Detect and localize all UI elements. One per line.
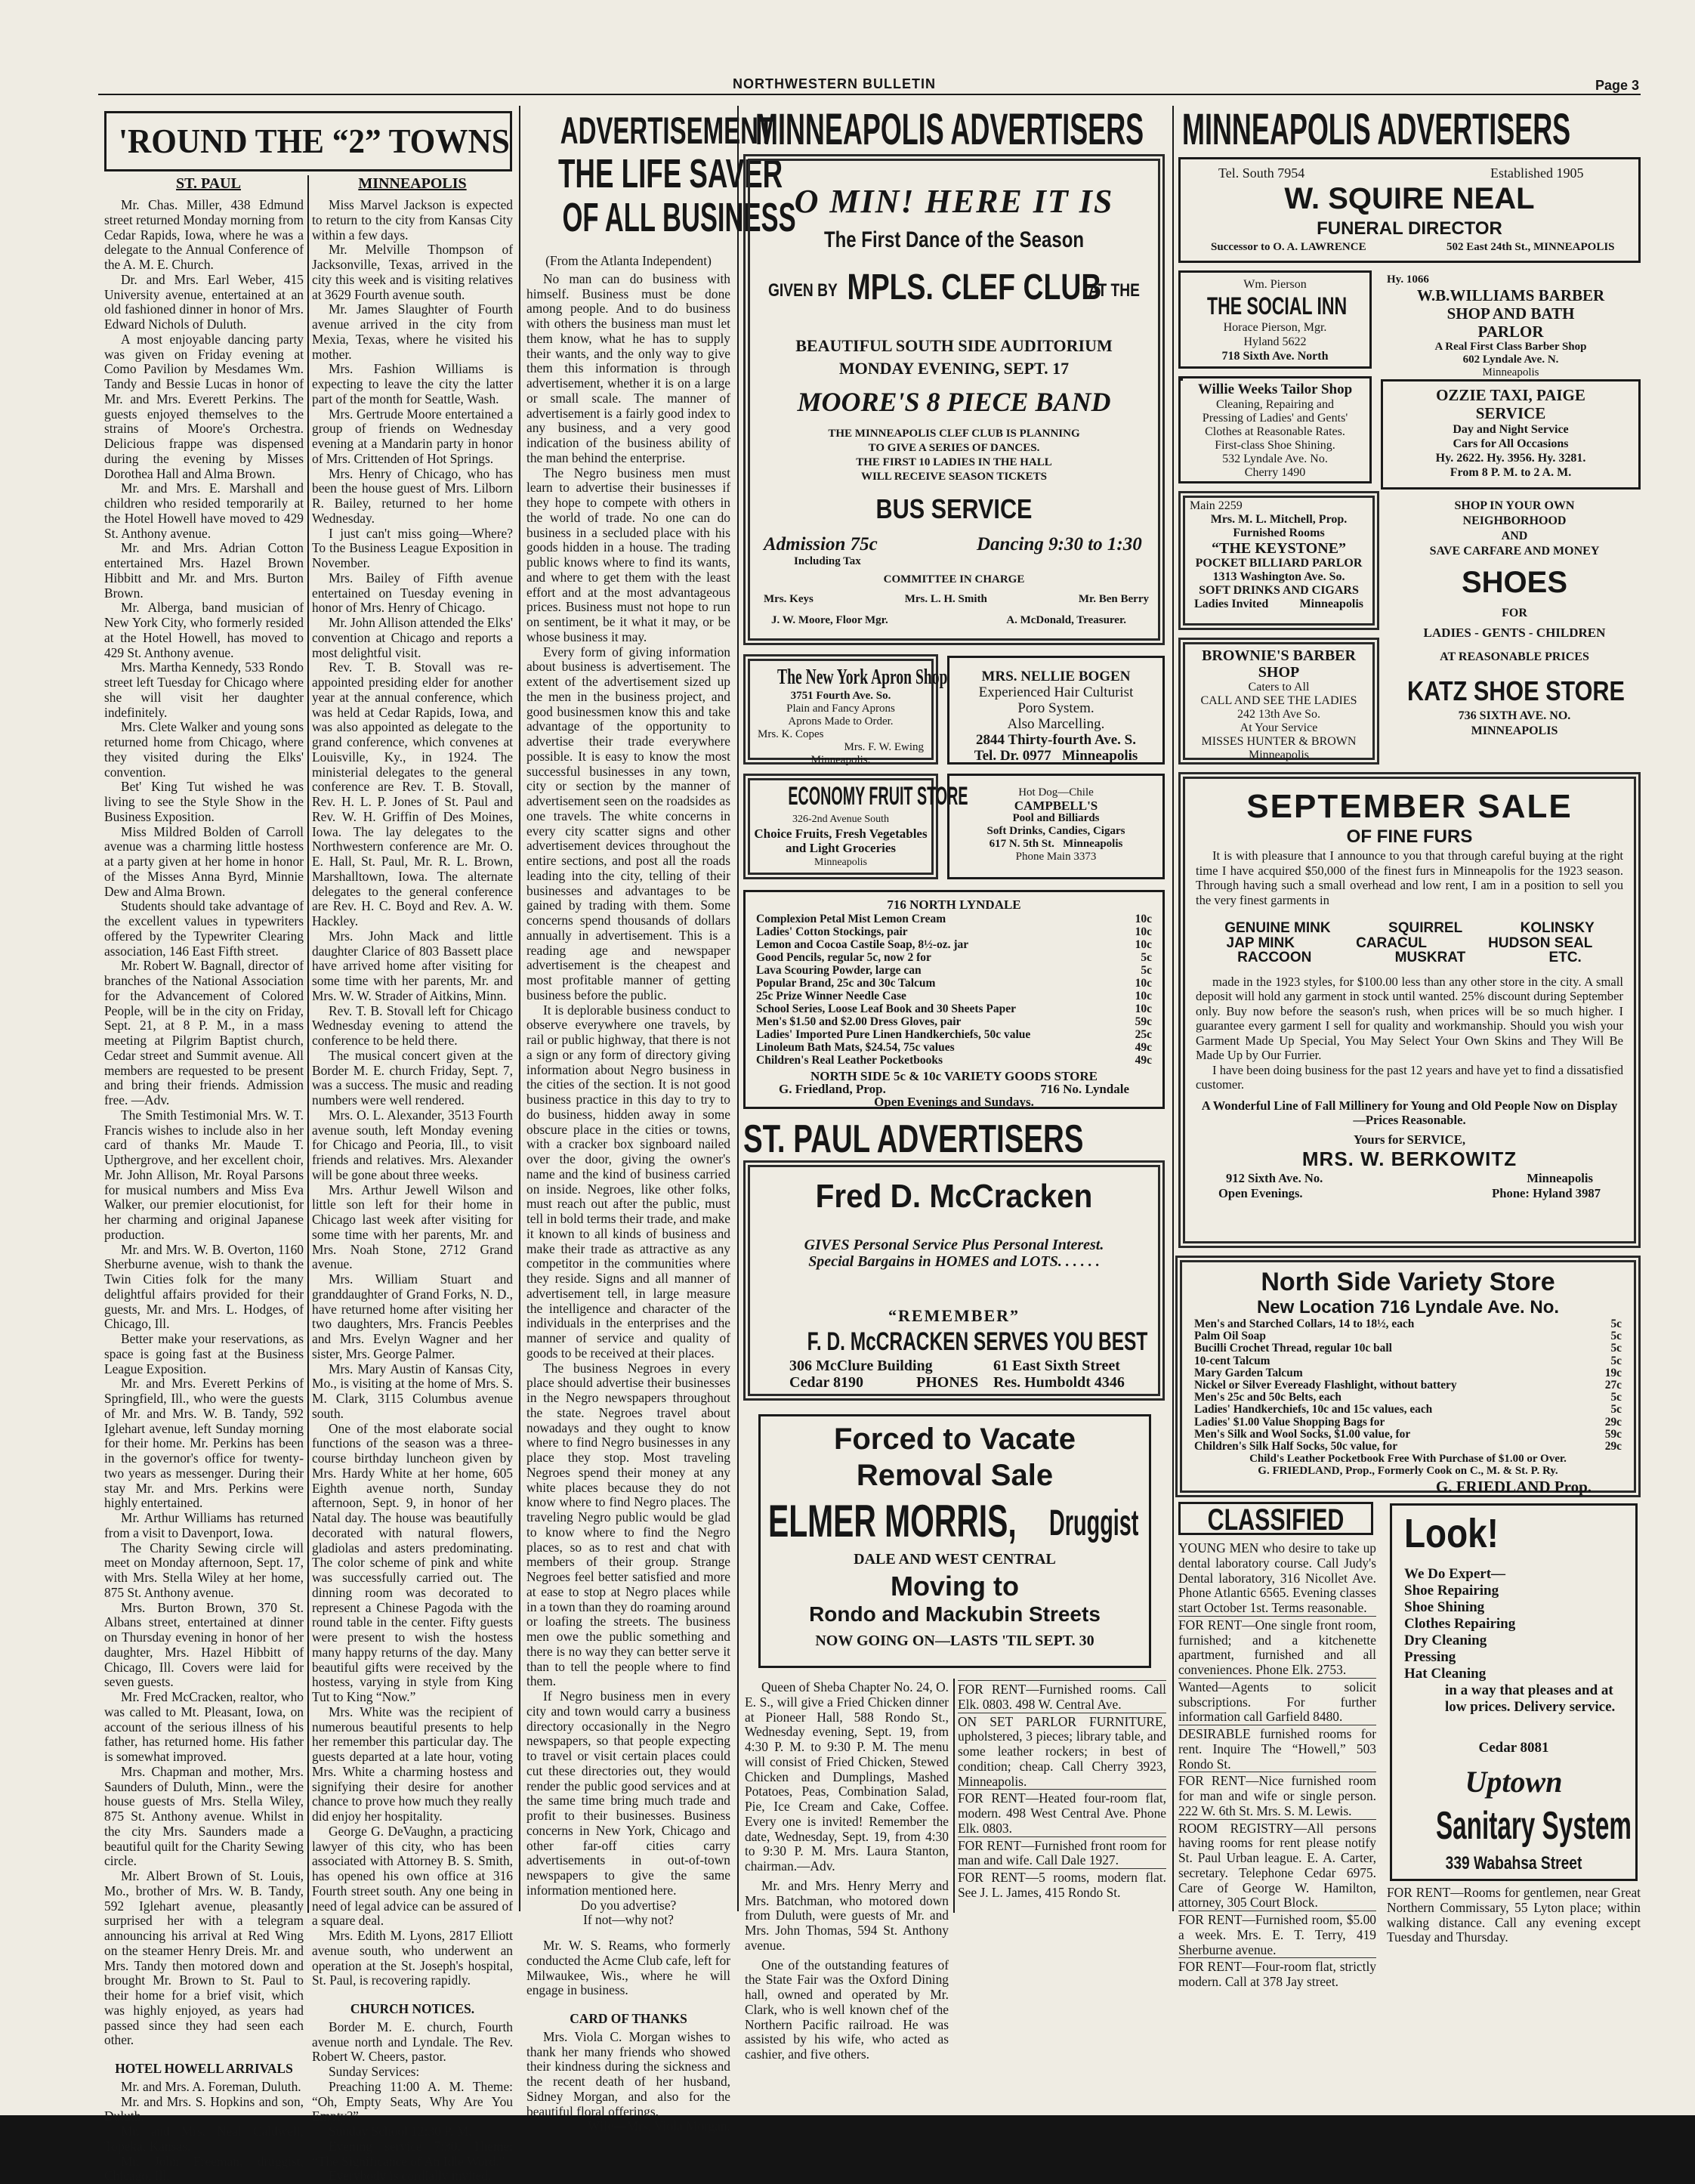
item-price: 10c	[1135, 1002, 1152, 1015]
item-name: Men's 25c and 50c Belts, each	[1194, 1392, 1341, 1404]
nellie-bogen-ad: MRS. NELLIE BOGEN Experienced Hair Culturist Poro System. Also Marcelling. 2844 Thirty-fourth Ave. S. Tel. Dr. 0977 Minneapolis	[947, 656, 1165, 765]
clef-members: Mrs. Keys Mrs. L. H. Smith Mr. Ben Berry	[764, 593, 1149, 606]
uptown-sanitary-ad: Look! We Do Expert— Shoe Repairing Shoe Shining Clothes Repairing Dry Cleaning Pressing Hat Cleaning in a way that pleases and at low prices. Delivery service. Cedar 8081 Uptown Sanitary System 339 Wabahsa Street	[1390, 1503, 1638, 1881]
price-row	[756, 964, 1152, 977]
clef-date: MONDAY EVENING, SEPT. 17	[750, 359, 1158, 378]
item-name: Children's Real Leather Pocketbooks	[756, 1054, 943, 1067]
item-price: 29c	[1605, 1441, 1622, 1453]
katz-shoe-store-ad: SHOP IN YOUR OWN NEIGHBORHOOD AND SAVE CARFARE AND MONEY SHOES FOR LADIES - GENTS - CHILDREN AT REASONABLE PRICES KATZ SHOE STORE 736 SIXTH AVE. NO. MINNEAPOLIS	[1388, 493, 1641, 765]
column-rule	[519, 106, 520, 1911]
news-item: Rev. T. B. Stovall was re-appointed presiding elder for another year at the annual conference, which was held at Cedar Rapids, Iowa, and was also appointed as delegate to the grand conference, which convenes at Louisville, Ky., in 1924. The ministerial delegates to the general conference are Rev. T. B. Stovall, Rev. H. L. P. Jones of St. Paul and Rev. W. H. Griffin of Des Moines, Iowa. The lay delegates to the Northwestern conference are Mr. O. E. Hall, St. Paul, Mr. R. L. Brown, Marshalltown, Iowa. The alternate delegates to the general conference are Rev. H. C. Boyd and Rev. A. W. Hackley.	[312, 660, 513, 929]
clef-club-ad	[743, 154, 1165, 645]
news-item: The Smith Testimonial Mrs. W. T. Francis wishes to include also in her card of thanks Mr. Maude T. Upthergrove, and her excellent choir, Mr. John Allison, Mr. Royal Parsons for musical numbers and Miss Eva Walker, our premier elocutionist, for her charming and original Japanese production.	[104, 1108, 304, 1243]
card-of-thanks-signature: Wife—Mrs. Viola Morgan.	[526, 2119, 730, 2134]
clef-dancing: Dancing 9:30 to 1:30	[977, 534, 1142, 555]
item-price: 5c	[1610, 1355, 1622, 1367]
price-row	[756, 1002, 1152, 1015]
clef-headline: O MIN! HERE IT IS	[750, 182, 1158, 221]
mccracken-ad: Fred D. McCracken GIVES Personal Service Plus Personal Interest. Special Bargains in HOMES and LOTS. . . . . . “REMEMBER” F. D. McCRACKEN SERVES YOU BEST 306 McClure Building 61 East Sixth Street Cedar 8190 PHONES Res. Humboldt 4346	[743, 1160, 1165, 1401]
news-item: Mr. and Mrs. Adrian Cotton entertained Mrs. Hazel Brown Hibbitt and Mr. and Mrs. Burton Brown.	[104, 541, 304, 601]
column-rule	[1172, 106, 1174, 1911]
item-price: 27c	[1605, 1379, 1622, 1392]
clef-band: MOORE'S 8 PIECE BAND	[750, 386, 1158, 418]
item-name: Lemon and Cocoa Castile Soap, 8½-oz. jar	[756, 938, 968, 951]
price-row	[756, 925, 1152, 938]
item-name: Men's and Starched Collars, 14 to 18½, each	[1194, 1318, 1414, 1330]
news-item: Mr. Fred McCracken, realtor, who was called to Mt. Pleasant, Iowa, on account of the serious illness of his father, has returned home. His father is somewhat improved.	[104, 1690, 304, 1765]
news-item: Mrs. Mary Austin of Kansas City, Mo., is visiting at the home of Mrs. S. M. Clark, 3115 Columbus avenue south.	[312, 1362, 513, 1422]
editorial-paragraph: Mr. W. S. Reams, who formerly conducted the Acme Club cafe, left for Milwaukee, Wis., where he will engage in business.	[526, 1938, 730, 1998]
news-item: Mr. John Freeman, druggist, Chicago, Ill.	[104, 2155, 304, 2184]
item-price: 10c	[1135, 938, 1152, 951]
clef-bus: BUS SERVICE	[781, 493, 1128, 525]
item-price: 10c	[1135, 925, 1152, 938]
news-item: Mrs. Edith M. Lyons, 2817 Elliott avenue south, who underwent an operation at the St. Joseph's hospital, St. Paul, is recovering rapidly.	[312, 1929, 513, 1988]
item-name: Ladies' Imported Pure Linen Handkerchiefs, 50c value	[756, 1028, 1030, 1041]
news-item: Sunday School 12:30 P. M.	[312, 2124, 513, 2139]
news-item: Miss Marvel Jackson is expected to return to the city from Kansas City within a few days.	[312, 198, 513, 242]
item-price: 25c	[1135, 1028, 1152, 1041]
campbells-ad: Hot Dog—Chile CAMPBELL'S Pool and Billiards Soft Drinks, Candies, Cigars 617 N. 5th St. Minneapolis Phone Main 3373	[947, 774, 1165, 879]
item-price: 5c	[1610, 1318, 1622, 1330]
price-row	[1194, 1367, 1622, 1379]
news-item: Mr. Arthur Williams has returned from a visit to Davenport, Iowa.	[104, 1511, 304, 1541]
item-name: Lava Scouring Powder, large can	[756, 964, 922, 977]
item-price: 49c	[1135, 1054, 1152, 1067]
item-price: 10c	[1135, 913, 1152, 925]
column-rule	[737, 106, 739, 1911]
classified-title-box: CLASSIFIED	[1178, 1502, 1373, 1535]
news-item: Mrs. Arthur Jewell Wilson and little son left for their home in Chicago last week after visiting for some time with her parents, Mr. and Mrs. Noah Stone, 2712 Grand avenue.	[312, 1183, 513, 1273]
variety-price-list	[1194, 1318, 1622, 1453]
classified-ad: YOUNG MEN who desire to take up dental laboratory course. Call Judy's Dental laboratory, 316 Nicollet Ave. Phone Atlantic 6565. Evening classes start October 1st. Terms reasonable.	[1178, 1540, 1376, 1616]
towns-title-box	[104, 111, 512, 171]
price-row	[1194, 1379, 1622, 1392]
editorial-paragraph: The Negro business men must learn to advertise their businesses if they hope to compete with others in the world of trade. No one can do business in a secluded place with his goods hidden in a house. The trading public knows where to find its wants, and where to get them with the least effort and at the most advantageous prices. Business must not hope to run on sentiment, be it what it may, or be whose business it may.	[526, 466, 730, 645]
clef-at-the: AT THE	[1088, 280, 1140, 301]
price-row	[756, 1041, 1152, 1054]
small-ad: FOR RENT—5 rooms, modern flat. See J. L. James, 415 Rondo St.	[958, 1868, 1166, 1901]
news-item: Mrs. Bailey of Fifth avenue entertained on Tuesday evening in honor of Mrs. Henry of Chicago.	[312, 571, 513, 616]
editorial-paragraph: It is deplorable business conduct to observe everywhere one travels, by rail or public highway, that there is not a sign or any form of directory giving information about Negro business in the cities of the section. It is not good business practice in this day to try to do business, hidden away in some obscure place in the cities or towns, with a cracker box signboard nailed over the door, giving the owner's name and the kind of business carried on inside. Negroes, like other folks, must reach out after the public, must tell in bold terms their trade, and make it known to all kinds of business and make their trade as attractive as any competitor in the communities where they reside. Signs and all manner of advertisement tell, in large measure the intelligence and character of the individuals in the enterprises and the manner of service and quality of goods to be received at their places.	[526, 1003, 730, 1361]
clef-committee: COMMITTEE IN CHARGE	[750, 573, 1158, 586]
news-item: Border M. E. church, Fourth avenue north and Lyndale. The Rev. Robert W. Cheers, pastor.	[312, 2020, 513, 2065]
news-item: Mr. and Mrs. W. B. Overton, 1160 Sherburne avenue, wish to thank the Twin Cities folk for the many delightful affairs provided for their guests, Mr. and Mrs. L. Hodges, of Chicago, Ill.	[104, 1243, 304, 1333]
news-item: The musical concert given at the Border M. E. church Friday, Sept. 7, was a success. The music and reading numbers were well rendered.	[312, 1049, 513, 1108]
squire-neal-ad: Tel. South 7954 Established 1905 W. SQUIRE NEAL FUNERAL DIRECTOR Successor to O. A. LAWRENCE 502 East 24th St., MINNEAPOLIS	[1178, 157, 1641, 263]
variety-store-ad: North Side Variety Store New Location 716 Lyndale Ave. No. Men's and Starched Collars, 14 to 18½, each 5c Palm Oil Soap 5c Bucilli Crochet Thread, regular 10c ball 5c 10-cent Talcum 5c Mary Garden Talcum 19c Nickel or Silver Eveready Flashlight, without battery 27c Men's 25c and 50c Belts, each 5c Ladies' Handkerchiefs, 10c and 15c values, each 5c Ladies' $1.00 Value Shopping Bags for 29c Men's Silk and Wool Socks, $1.00 value, for 59c Children's Silk Half Socks, 50c value, for 29c Child's Leather Pocketbook Free With Purchase of $1.00 or Over. G. FRIEDLAND, Prop., Formerly Cook on C., M. & St. P. Ry. G. FRIEDLAND Prop.	[1175, 1256, 1641, 1497]
fur-sale-ad: SEPTEMBER SALE OF FINE FURS It is with pleasure that I announce to you that through careful buying at the right time I have acquired $50,000 of the finest furs in Minneapolis for the 1923 season. Through having such a small overhead and low rent, I am in a position to sell you the very finest garments in GENUINE MINK SQUIRREL KOLINSKY JAP MINK CARACUL HUDSON SEAL RACCOON MUSKRAT ETC. made in the 1923 styles, for $100.00 less than any other store in the city. A small deposit will hold any garment in stock until wanted. 25% discount during September only. Buy now before the season's rush, when prices will be so much higher. I guarantee every garment I sell for quality and workmanship. Should you wish your Garment Made Up Special, You May Select Your Own Skins and They Will Be Made Up by Our Furrier. I have been doing business for the past 12 years and have yet to find a dissatisfied customer. A Wonderful Line of Fall Millinery for Young and Old People Now on Display—Prices Reasonable. Yours for SERVICE, MRS. W. BERKOWITZ 912 Sixth Ave. No. Minneapolis Open Evenings. Phone: Hyland 3987	[1178, 772, 1641, 1248]
news-item: Better make your reservations, as space is going fast at the Business League Exposition.	[104, 1332, 304, 1376]
news-item: George G. DeVaughn, a practicing lawyer of this city, who has been associated with Attorney B. S. Smith, has opened his own office at 316 Fourth street south. Any one being in need of legal advice can be assured of a square deal.	[312, 1824, 513, 1929]
section-heading: CHURCH NOTICES.	[312, 2002, 513, 2017]
news-item: Mrs. Chapman and mother, Mrs. Saunders of Duluth, Minn., were the house guests of Mrs. Stella Wiley, 875 St. Anthony avenue. Whilst in the city Mrs. Saunders made a beautiful quilt for the Charity Sewing circle.	[104, 1765, 304, 1869]
economy-fruit-ad: ECONOMY FRUIT STORE 326-2nd Avenue South Choice Fruits, Fresh Vegetables and Light Groceries Minneapolis	[743, 774, 938, 879]
clef-given-by: GIVEN BY	[768, 280, 838, 301]
clef-plan: THE MINNEAPOLIS CLEF CLUB IS PLANNING TO GIVE A SERIES OF DANCES. THE FIRST 10 LADIES IN THE HALL WILL RECEIVE SEASON TICKETS	[750, 427, 1158, 484]
item-price: 59c	[1135, 1015, 1152, 1028]
item-name: Men's $1.50 and $2.00 Dress Gloves, pair	[756, 1015, 961, 1028]
editorial-paragraph: The business Negroes in every place should advertise their businesses in the Negro newspapers throughout the state. Negroes travel about nowadays and they ought to know where to find Negro businesses in any place they stop. Most traveling Negroes spend their money at any white places because they do not know where to find Negro places. The traveling Negro public would be glad to know where to find the Negro places, so as to rest and chat with members of their group. Strange Negroes feel better satisfied and more at ease to stop at Negro places while in a town than they do roaming around or loafing the streets. The business men owe the public something and there is no way they can better serve it than to tell the people where to find them.	[526, 1361, 730, 1690]
item-name: 25c Prize Winner Needle Case	[756, 990, 906, 1002]
page-number: Page 3	[1548, 78, 1639, 94]
classified-ad: FOR RENT—One single front room, furnished; and a kitchenette apartment, furnished and all conveniences. Phone Elk. 2753.	[1178, 1616, 1376, 1678]
classified-ad: FOR RENT—Four-room flat, strictly modern. Call at 378 Jay street.	[1178, 1957, 1376, 1990]
news-item: Rev. T. B. Stovall left for Chicago Wednesday evening to attend the conference to be held there.	[312, 1004, 513, 1049]
towns-title: 'ROUND THE “2” TOWNS	[119, 121, 498, 161]
news-item: Mr. and Mrs. Neal Caldwell, Topeka, Kansas.	[104, 2124, 304, 2155]
social-inn-ad: Wm. Pierson THE SOCIAL INN Horace Pierson, Mgr. Hyland 5622 718 Sixth Ave. North	[1178, 270, 1372, 369]
item-name: Popular Brand, 25c and 30c Talcum	[756, 977, 935, 990]
news-item: Mr. and Mrs. Everett Perkins of Springfield, Ill., who were the guests of Mr. and Mrs. W. B. Tandy, 592 Iglehart avenue, left Sunday morning for their home. Mr. Perkins has been in the governor's office for twenty-two years as messenger. During their stay Mr. and Mrs. Perkins were highly entertained.	[104, 1376, 304, 1511]
item-price: 5c	[1610, 1392, 1622, 1404]
news-item: Mrs. Clete Walker and young sons returned home from Chicago, where they visited during the Elks' convention.	[104, 720, 304, 780]
classified-ad: FOR RENT—Furnished room, $5.00 a week. Mrs. E. T. Terry, 419 Sherburne avenue.	[1178, 1911, 1376, 1957]
news-item: Mr. James Slaughter of Fourth avenue arrived in the city from Mexia, Texas, where he visited his mother.	[312, 302, 513, 362]
news-item: Mrs. O. L. Alexander, 3513 Fourth avenue south, left Monday evening for Chicago and Peoria, Ill., to visit friends and relatives. Mrs. Alexander will be gone about three weeks.	[312, 1108, 513, 1183]
news-bottom-left: Queen of Sheba Chapter No. 24, O. E. S., will give a Fried Chicken dinner at Pioneer Hall, 588 Rondo St., Wednesday evening, Sept. 19, from 4:30 P. M. to 9:30 P. M. The menu will consist of Fried Chicken, Stewed Chicken and Dumplings, Mashed Potatoes, Peas, Combination Salad, Pie, Ice Cream and Cake, Coffee. Every one is invited! Remember the date, Wednesday, Sept. 19, from 4:30 to 9:30 P. M. Mrs. Laura Stanton, chairman.—Adv. Mr. and Mrs. Henry Merry and Mrs. Batchman, who motored down from Duluth, were guests of Mr. and Mrs. John Thomas, 594 St. Anthony avenue. One of the outstanding features of the State Fair was the Oxford Dining hall, owned and operated by Mr. Clark, who is well known chef of the Northern Pacific railroad. He was assisted by his wife, who acted as cashier, and five others.	[745, 1680, 949, 1914]
news-item: Mrs. Henry of Chicago, who has been the house guest of Mrs. Lilborn R. Bailey, returned to her home Wednesday.	[312, 467, 513, 527]
price-row	[1194, 1441, 1622, 1453]
news-item: Mr. John Allison attended the Elks' convention at Chicago and reports a most delightful visit.	[312, 616, 513, 660]
editorial-paragraph: If Negro business men in every city and town would carry a business directory occasionally in the Negro newspapers, so that people expecting to travel or visit certain places could cut these directories out, they would render the public good services and at the same time bring much trade and profit to their businesses. Business concerns in New York, Chicago and other far-off cities carry advertisements in out-of-town newspapers to give the same information mentioned here.	[526, 1689, 730, 1898]
news-item: Mr. and Mrs. S. Hopkins and son, Duluth.	[104, 2095, 304, 2125]
masthead-title: NORTHWESTERN BULLETIN	[733, 76, 1035, 92]
news-item: Mr. Albert Brown of St. Louis, Mo., brother of Mrs. W. B. Tandy, 592 Iglehart avenue, pleasantly surprised her with a telegram announcing his arrival at Red Wing on the steamer Henry Dreis. Mr. and Mrs. Tandy then motored down and brought Mr. Brown to St. Paul to their home for a brief visit, which was highly enjoyed, as years had passed since they had seen each other.	[104, 1869, 304, 2048]
news-item: Mr. and Mrs. E. Marshall and children who resided temporarily at the Hotel Howell have moved to 429 St. Anthony avenue.	[104, 481, 304, 541]
price-row	[1194, 1318, 1622, 1330]
small-ad: FOR RENT—Heated four-room flat, modern. 498 West Central Ave. Phone Elk. 0803.	[958, 1789, 1166, 1836]
price-row	[756, 990, 1152, 1002]
news-item: A most enjoyable dancing party was given on Friday evening at Como Pavilion by Mesdames Wm. Tandy and Bessie Lucas in honor of Mr. and Mrs. Everett Perkins. The guests enjoyed themselves to the strains of Moore's Orchestra. Delicious frappe was dispensed during the evening by Misses Dorothea Hall and Alma Brown.	[104, 332, 304, 482]
news-item: Mr. Alberga, band musician of New York City, who formerly resided at the Hotel Howell, has moved to 429 St. Anthony avenue.	[104, 601, 304, 660]
news-item: Miss Mildred Bolden of Carroll avenue was a charming little hostess at a party given at her home in honor of the Misses Anna Byrd, Minnie Dew and Alma Brown.	[104, 825, 304, 900]
news-item: Everybody is cordially invited.	[312, 2169, 513, 2184]
item-price: 29c	[1605, 1416, 1622, 1429]
item-name: Ladies' $1.00 Value Shopping Bags for	[1194, 1416, 1385, 1429]
item-name: Nickel or Silver Eveready Flashlight, without battery	[1194, 1379, 1457, 1392]
price-row	[756, 1015, 1152, 1028]
keystone-ad: Main 2259 Mrs. M. L. Mitchell, Prop. Furnished Rooms “THE KEYSTONE” POCKET BILLIARD PARLOR 1313 Washington Ave. So. SOFT DRINKS AND CIGARS Ladies Invited Minneapolis	[1178, 491, 1379, 630]
editorial-paragraph: Do you advertise?	[526, 1898, 730, 1914]
news-item: Mrs. John Mack and little daughter Clarice of 803 Bassett place have arrived home after visiting for some time with her parents, Mr. and Mrs. W. W. Strader of Aitkins, Minn.	[312, 929, 513, 1004]
price-row	[1194, 1342, 1622, 1355]
willie-weeks-tailor-ad: Willie Weeks Tailor Shop Cleaning, Repairing and Pressing of Ladies' and Gents' Clothes at Reasonable Rates. First-class Shoe Shining. 532 Lyndale Ave. No. Cherry 1490	[1178, 376, 1372, 483]
price-row	[1194, 1392, 1622, 1404]
north-lyndale-ad: 716 NORTH LYNDALE Complexion Petal Mist Lemon Cream 10c Ladies' Cotton Stockings, pair 10c Lemon and Cocoa Castile Soap, 8½-oz. jar 10c Good Pencils, regular 5c, now 2 for 5c Lava Scouring Powder, large can 5c Popular Brand, 25c and 30c Talcum 10c 25c Prize Winner Needle Case 10c School Series, Loose Leaf Book and 30 Sheets Paper 10c Men's $1.50 and $2.00 Dress Gloves, pair 59c Ladies' Imported Pure Linen Handkerchiefs, 50c value 25c Linoleum Bath Mats, $24.54, 75c values 49c Children's Real Leather Pocketbooks 49c NORTH SIDE 5c & 10c VARIETY GOODS STORE G. Friedland, Prop. 716 No. Lyndale Open Evenings and Sundays.	[743, 890, 1165, 1109]
item-price: 5c	[1610, 1330, 1622, 1342]
item-price: 59c	[1605, 1429, 1622, 1441]
item-name: Good Pencils, regular 5c, now 2 for	[756, 951, 931, 964]
item-price: 49c	[1135, 1041, 1152, 1054]
price-row	[1194, 1429, 1622, 1441]
classified-ad: ROOM REGISTRY—All persons having rooms for rent please notify St. Paul Urban league. E. A. Carter, secretary. Telephone Cedar 6975. Care of George W. Hamilton, attorney, 305 Court Block.	[1178, 1819, 1376, 1911]
news-item: Evening service 7:30. Theme: “The Significance of An Idle Word.”	[312, 2139, 513, 2170]
elmer-morris-ad: Forced to Vacate Removal Sale ELMER MORRIS, Druggist DALE AND WEST CENTRAL Moving to Rondo and Mackubin Streets NOW GOING ON—LASTS 'TIL SEPT. 30	[758, 1414, 1151, 1668]
small-ad: FOR RENT—Furnished rooms. Call Elk. 0803. 498 W. Central Ave.	[958, 1680, 1166, 1713]
clef-tax: Including Tax	[794, 555, 861, 568]
news-item: Bet' King Tut wished he was living to see the Style Show in the Business Exposition.	[104, 780, 304, 824]
classified-ad: FOR RENT—Nice furnished room for man and wife or single person. 222 W. 6th St. Mrs. S. M. Lewis.	[1178, 1772, 1376, 1818]
classified-column	[1178, 1540, 1376, 1913]
price-row	[756, 938, 1152, 951]
news-item: Mrs. Fashion Williams is expecting to leave the city the latter part of the month for Seattle, Wash.	[312, 362, 513, 406]
item-name: Linoleum Bath Mats, $24.54, 75c values	[756, 1041, 955, 1054]
editorial-paragraph: Every form of giving information about business is advertisement. The extent of the advertisement sized up the men in the business project, and good businessmen know this and take advantage of the opportunity to advertise their trade everywhere possible. It is easy to know the most successful businesses in any town, city or section by the manner of advertisement seen on the roadsides as one travels. The white concerns in every city scatter signs and other advertisement devices throughout the entire sections, and post all the roads leading into the city, telling of their businesses and advantages to be gained by trading with them. Some concerns spend thousands of dollars annually in advertisement. This is a reading age and newspaper advertisement is the cheapest and most profitable manner of getting business before the public.	[526, 645, 730, 1003]
item-price: 5c	[1141, 964, 1152, 977]
item-price: 10c	[1135, 977, 1152, 990]
news-item: One of the most elaborate social functions of the season was a three-course birthday luncheon given by Mrs. Hardy White at her home, 605 Eighth avenue north, Sunday afternoon, Sept. 9, in honor of her Natal day. The house was beautifully decorated with natural flowers, gladiolas and asters predominating. The color scheme of pink and white was successfully carried out. The dinning room was decorated to represent a Chinese Pagoda with the round table in the center. Fifty guests were present to wish the hostess many happy returns of the day. Many beautiful gifts were received by the hostess, varying in style from King Tut to King “Now.”	[312, 1422, 513, 1705]
price-row	[1194, 1355, 1622, 1367]
minneapolis-news-column	[312, 198, 513, 1913]
news-item: Mr. Robert W. Bagnall, director of branches of the National Association for the Advancement of Colored People, will be in the city on Friday, Sept. 21, at 8 P. M., in a mass meeting at Pilgrim Baptist church, Cedar street and Summit avenue. All members are requested to be present and bring their friends. Admission free. —Adv.	[104, 959, 304, 1108]
minneapolis-header: MINNEAPOLIS	[311, 175, 514, 193]
classified-ad: DESIRABLE furnished rooms for rent. Inquire The “Howell,” 503 Rondo St.	[1178, 1725, 1376, 1772]
news-item: Mr. Chas. Miller, 438 Edmund street returned Monday morning from Cedar Rapids, Iowa, where he was a delegate to the Annual Conference of the A. M. E. Church.	[104, 198, 304, 273]
price-row	[756, 1054, 1152, 1067]
st-paul-header: ST. PAUL	[104, 175, 313, 193]
price-row	[756, 913, 1152, 925]
section-heading: HOTEL HOWELL ARRIVALS	[104, 2062, 304, 2077]
item-name: Complexion Petal Mist Lemon Cream	[756, 913, 946, 925]
mpls-advertisers-header-2: MINNEAPOLIS ADVERTISERS	[1182, 106, 1570, 154]
news-item: Mrs. Gertrude Moore entertained a group of friends on Wednesday evening at a Mandarin party in honor of Mrs. Crittenden of Hot Springs.	[312, 407, 513, 467]
news-item: Mrs. Burton Brown, 370 St. Albans street, entertained at dinner on Thursday evening in honor of her daughter, Mrs. Hazel Hibbitt of Chicago, Ill. Covers were laid for seven guests.	[104, 1601, 304, 1691]
news-item: The Charity Sewing circle will meet on Monday afternoon, Sept. 17, with Mrs. Stella Wiley at her home, 875 St. Anthony avenue.	[104, 1541, 304, 1601]
item-name: Ladies' Handkerchiefs, 10c and 15c values, each	[1194, 1404, 1432, 1416]
item-name: Children's Silk Half Socks, 50c value, for	[1194, 1441, 1397, 1453]
clef-admission: Admission 75c	[764, 534, 878, 555]
ozzie-taxi-ad: OZZIE TAXI, PAIGE SERVICE Day and Night Service Cars for All Occasions Hy. 2622. Hy. 3956. Hy. 3281. From 8 P. M. to 2 A. M.	[1381, 379, 1641, 490]
commissary-ad: FOR RENT—Rooms for gentlemen, near Great Northern Commissary, 55 Lyton place; within walking distance. Call any evening except Tuesday and Thursday.	[1387, 1886, 1641, 1946]
news-item: Sunday Services:	[312, 2065, 513, 2080]
clef-club-name: MPLS. CLEF CLUB	[848, 267, 1054, 308]
price-row	[756, 951, 1152, 964]
section-heading: CARD OF THANKS	[526, 2012, 730, 2027]
editorial-paragraph: If not—why not?	[526, 1913, 730, 1928]
news-item: Dr. and Mrs. Earl Weber, 415 University avenue, entertained at an old fashioned dinner in honor of Mrs. Edward Nichols of Duluth.	[104, 273, 304, 332]
item-name: 10-cent Talcum	[1194, 1355, 1270, 1367]
brownies-barber-ad: BROWNIE'S BARBER SHOP Caters to All CALL AND SEE THE LADIES 242 13th Ave So. At Your Service MISSES HUNTER & BROWN Minneapolis	[1178, 638, 1379, 765]
editorial-source: (From the Atlanta Independent)	[526, 254, 730, 269]
item-price: 5c	[1141, 951, 1152, 964]
news-item: Mrs. Martha Kennedy, 533 Rondo street left Tuesday for Chicago where she will visit her daughter indefinitely.	[104, 660, 304, 720]
item-name: School Series, Loose Leaf Book and 30 Sheets Paper	[756, 1002, 1016, 1015]
small-ads-column	[958, 1680, 1166, 1914]
item-price: 5c	[1610, 1404, 1622, 1416]
item-price: 10c	[1135, 990, 1152, 1002]
news-item: Mr. Melville Thompson of Jacksonville, Texas, arrived in the city this week and is visiting relatives at 3629 Fourth avenue south.	[312, 242, 513, 302]
item-price: 19c	[1605, 1367, 1622, 1379]
small-ad: ON SET PARLOR FURNITURE, upholstered, 3 pieces; library table, and some leather rockers; in best of condition; cheap. Call Cherry 3923, Minneapolis.	[958, 1713, 1166, 1790]
williams-barber-ad: Hy. 1066 W.B.WILLIAMS BARBER SHOP AND BATH PARLOR A Real First Class Barber Shop 602 Lyndale Ave. N. Minneapolis	[1381, 273, 1641, 372]
item-name: Bucilli Crochet Thread, regular 10c ball	[1194, 1342, 1392, 1355]
item-name: Men's Silk and Wool Socks, $1.00 value, for	[1194, 1429, 1410, 1441]
clef-venue: BEAUTIFUL SOUTH SIDE AUDITORIUM	[750, 336, 1158, 356]
news-item: Students should take advantage of the excellent values in typewriters offered by the Typewriter Clearing association, 146 East Fifth street.	[104, 899, 304, 959]
clef-officers: J. W. Moore, Floor Mgr. A. McDonald, Treasurer.	[771, 614, 1126, 627]
price-row	[756, 977, 1152, 990]
news-item: Mrs. White was the recipient of numerous beautiful presents to help her remember this particular day. The guests departed at a late hour, voting Mrs. White a charming hostess and signifying their desire for another chance to prove how much they really did enjoy her hospitality.	[312, 1705, 513, 1824]
item-name: Palm Oil Soap	[1194, 1330, 1266, 1342]
classified-ad: Wanted—Agents to solicit subscriptions. For further information call Garfield 8480.	[1178, 1678, 1376, 1725]
editorial-title: ADVERTISEMENT THE LIFE SAVER OF ALL BUSINESS	[525, 110, 733, 238]
price-row	[1194, 1330, 1622, 1342]
st-paul-news-column	[104, 198, 304, 1913]
news-item: I just can't miss going—Where? To the Business League Exposition in November.	[312, 527, 513, 571]
news-item: Mr. and Mrs. A. Foreman, Duluth.	[104, 2080, 304, 2095]
lyndale-price-list	[756, 913, 1152, 1067]
price-row	[756, 1028, 1152, 1041]
item-name: Mary Garden Talcum	[1194, 1367, 1303, 1379]
masthead-rule	[98, 94, 1641, 95]
news-item: Mrs. William Stuart and granddaughter of Grand Forks, N. D., have returned home after visiting her two daughters, Mrs. Francis Peebles and Mrs. Evelyn Wagner and her sister, Mrs. George Palmer.	[312, 1272, 513, 1362]
news-item: Preaching 11:00 A. M. Theme: “Oh, Empty Seats, Why Are You Empty?”	[312, 2080, 513, 2124]
card-of-thanks: Mrs. Viola C. Morgan wishes to thank her many friends who showed their kindness during the sickness and the recent death of her husband, Sidney Morgan, and also for the beautiful floral offerings.	[526, 2030, 730, 2120]
mpls-advertisers-header: MINNEAPOLIS ADVERTISERS	[755, 106, 1144, 154]
clef-sub: The First Dance of the Season	[791, 227, 1117, 253]
column-rule	[307, 175, 309, 1913]
price-row	[1194, 1404, 1622, 1416]
apron-shop-ad: The New York Apron Shop 3751 Fourth Ave. So. Plain and Fancy Aprons Aprons Made to Order. Mrs. K. Copes Mrs. F. W. Ewing Minneapolis.	[743, 654, 938, 765]
editorial-paragraph: No man can do business with himself. Business must be done among people. And to do business with others the business man must let them know, what he has to supply their wants, and the only way to give them this information is through advertisement, whether it is on a large or small scale. The manner of advertisement is a fairly good index to any business, and a very good indication of the business ability of the man behind the enterprise.	[526, 272, 730, 466]
editorial-column	[526, 254, 730, 1913]
column-rule	[953, 1679, 955, 1913]
stp-advertisers-header: ST. PAUL ADVERTISERS	[743, 1118, 1083, 1160]
small-ad: FOR RENT—Furnished front room for man and wife. Call Dale 1927.	[958, 1836, 1166, 1869]
price-row	[1194, 1416, 1622, 1429]
item-name: Ladies' Cotton Stockings, pair	[756, 925, 908, 938]
item-price: 5c	[1610, 1342, 1622, 1355]
